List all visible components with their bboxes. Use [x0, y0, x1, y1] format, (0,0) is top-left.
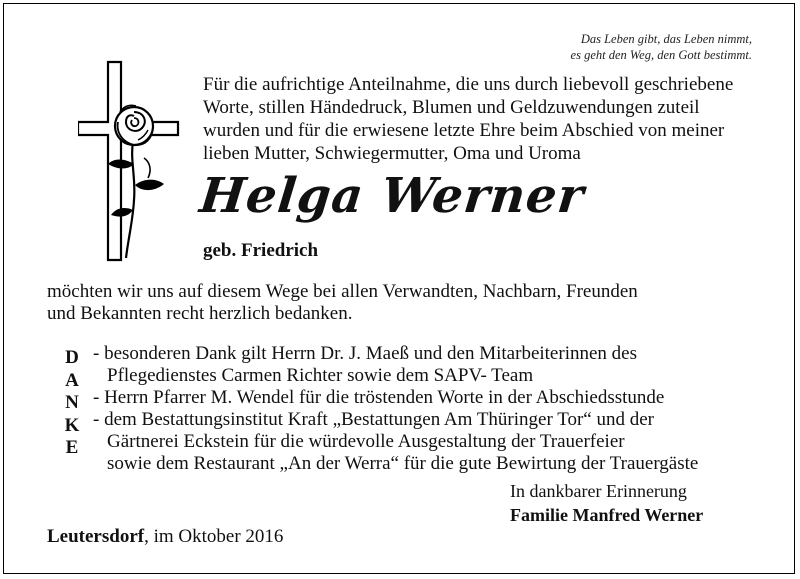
motto-line-2: es geht den Weg, den Gott bestimmt. [570, 48, 752, 62]
acknowledgement-line: Pflegedienstes Carmen Richter sowie dem SAPV- Team [107, 365, 534, 386]
place-town: Leutersdorf [47, 526, 145, 547]
family-signature: Familie Manfred Werner [510, 505, 704, 525]
intro-line: Worte, stillen Händedruck, Blumen und Geldzuwendungen zuteil [203, 97, 700, 118]
danke-letter: N [65, 392, 79, 413]
closing-signature [510, 479, 703, 527]
thanks-line: und Bekannten recht herzlich bedanken. [47, 303, 353, 324]
intro-line: lieben Mutter, Schwiegermutter, Oma und Uroma [203, 143, 581, 164]
acknowledgement-line: - besonderen Dank gilt Herrn Dr. J. Maeß und den Mitarbeiterinnen des [93, 343, 637, 364]
acknowledgement-list [93, 343, 698, 475]
thanks-paragraph [47, 281, 638, 325]
danke-letter: D [65, 347, 79, 368]
motto [571, 31, 752, 63]
motto-line-1: Das Leben gibt, das Leben nimmt, [580, 32, 752, 46]
cross-with-rose-icon [78, 60, 188, 265]
acknowledgement-line: - Herrn Pfarrer M. Wendel für die tröstenden Worte in der Abschiedsstunde [93, 387, 665, 408]
danke-letter: E [65, 437, 79, 458]
acknowledgement-line: - dem Bestattungsinstitut Kraft „Bestattungen Am Thüringer Tor“ und der [93, 409, 655, 430]
danke-vertical-word [62, 347, 82, 460]
place-date: , im Oktober 2016 [144, 526, 284, 547]
danke-letter: K [64, 414, 80, 436]
thanks-line: möchten wir uns auf diesem Wege bei allen Verwandten, Nachbarn, Freunden [47, 281, 638, 302]
danke-letter: A [65, 369, 79, 391]
place-and-date [47, 526, 283, 548]
intro-line: wurden und für die erwiesene letzte Ehre beim Abschied von meiner [203, 120, 725, 141]
closing-phrase: In dankbarer Erinnerung [510, 481, 687, 501]
intro-line: Für die aufrichtige Anteilnahme, die uns durch liebevoll geschriebene [203, 74, 734, 95]
intro-paragraph [203, 73, 755, 165]
deceased-name: Helga Werner [197, 168, 587, 224]
acknowledgement-line: sowie dem Restaurant „An der Werra“ für die gute Bewirtung der Trauergäste [107, 453, 699, 474]
birth-name: geb. Friedrich [203, 240, 319, 261]
acknowledgement-line: Gärtnerei Eckstein für die würdevolle Ausgestaltung der Trauerfeier [107, 431, 625, 452]
